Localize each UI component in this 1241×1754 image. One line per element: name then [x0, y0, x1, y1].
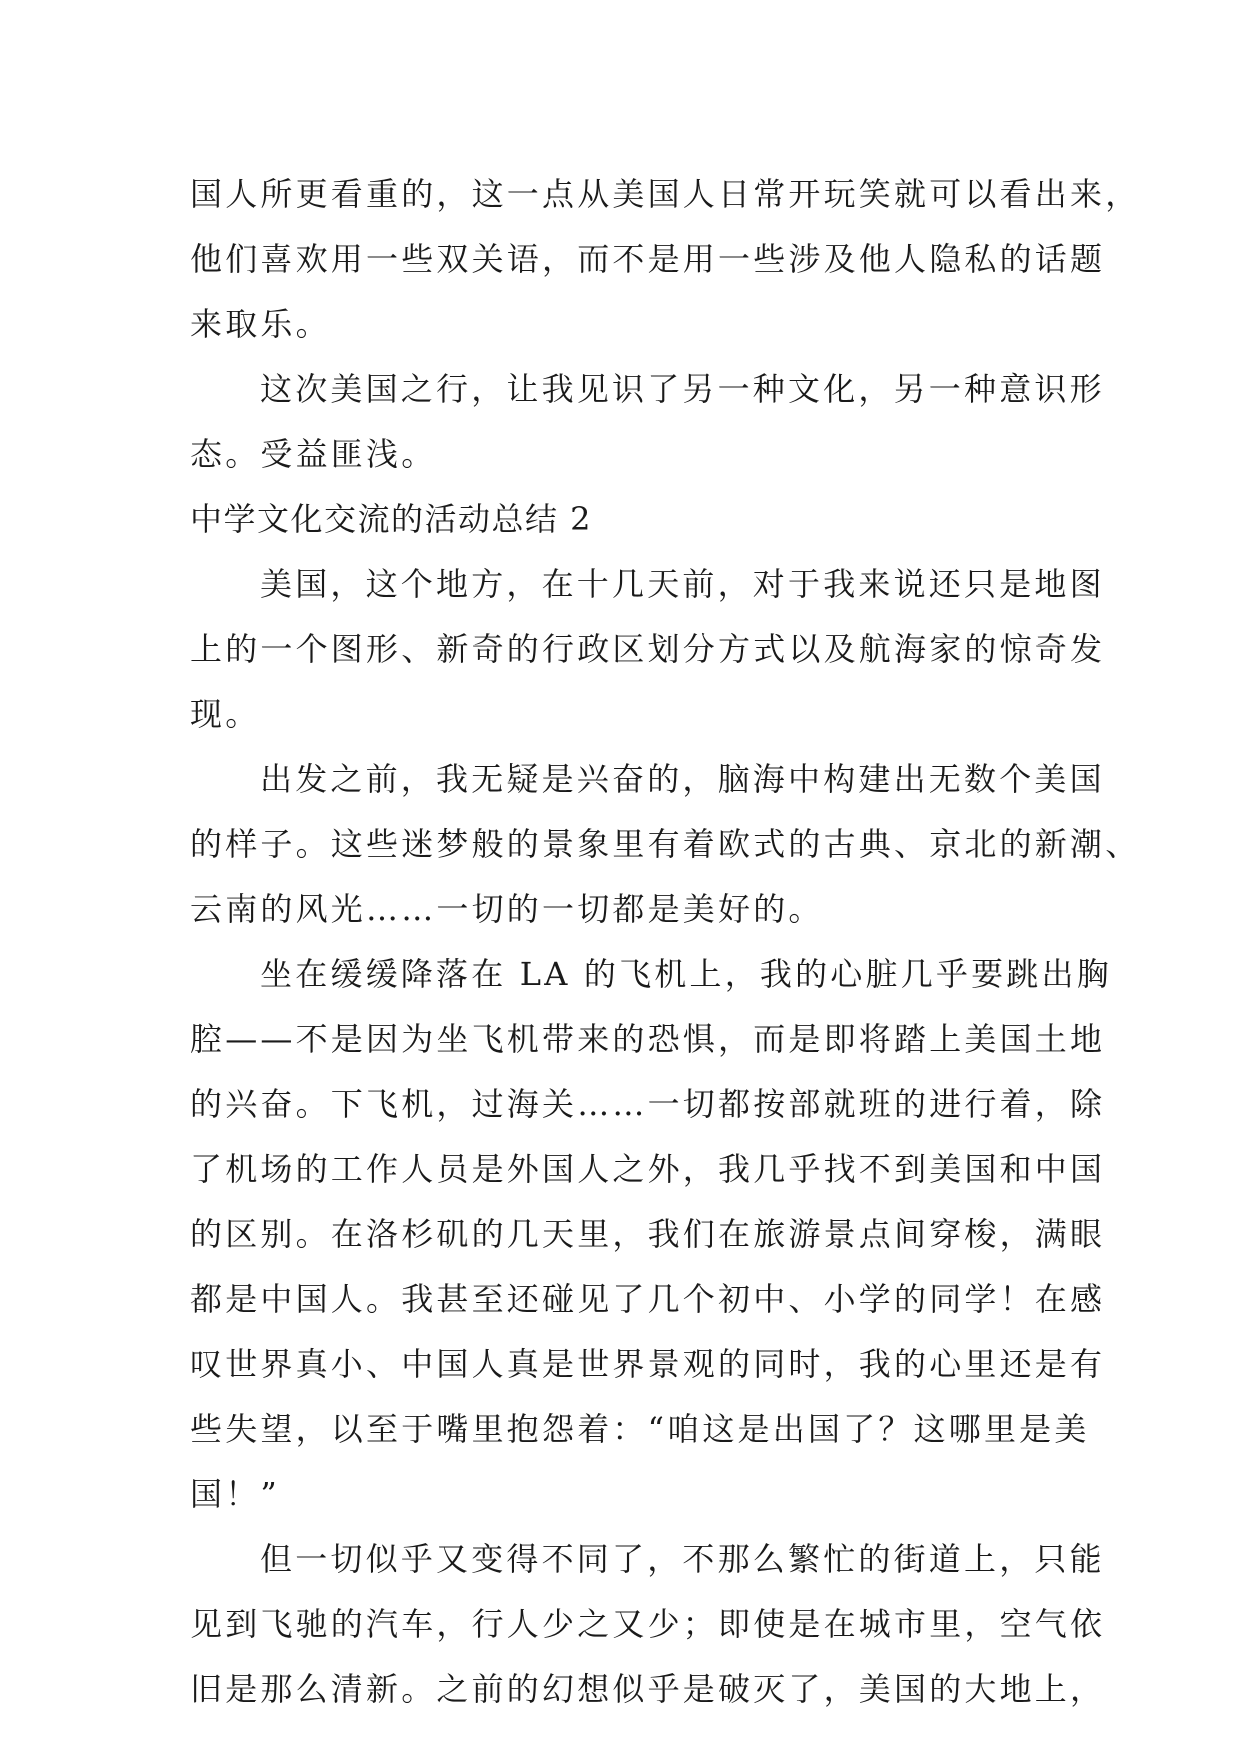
text-line: 腔——不是因为坐飞机带来的恐惧，而是即将踏上美国土地 [190, 1020, 1106, 1058]
text-line: 美国，这个地方，在十几天前，对于我来说还只是地图 [260, 565, 1105, 603]
text-line: 来取乐。 [190, 305, 331, 343]
text-line: 坐在缓缓降落在 LA 的飞机上，我的心脏几乎要跳出胸 [260, 955, 1112, 993]
text-line: 他们喜欢用一些双关语，而不是用一些涉及他人隐私的话题 [190, 240, 1106, 278]
text-line: 这次美国之行，让我见识了另一种文化，另一种意识形 [260, 370, 1105, 408]
text-line: 国！” [190, 1475, 280, 1513]
text-line: 旧是那么清新。之前的幻想似乎是破灭了，美国的大地上， [190, 1670, 1106, 1708]
text-line: 但一切似乎又变得不同了，不那么繁忙的街道上，只能 [260, 1540, 1105, 1578]
section-heading: 中学文化交流的活动总结 2 [190, 500, 593, 538]
text-line: 见到飞驰的汽车，行人少之又少；即使是在城市里，空气依 [190, 1605, 1106, 1643]
text-line: 云南的风光……一切的一切都是美好的。 [190, 890, 824, 928]
text-line: 的区别。在洛杉矶的几天里，我们在旅游景点间穿梭，满眼 [190, 1215, 1106, 1253]
text-line: 现。 [190, 695, 261, 733]
text-line: 国人所更看重的，这一点从美国人日常开玩笑就可以看出来， [190, 175, 1141, 213]
text-line: 叹世界真小、中国人真是世界景观的同时，我的心里还是有 [190, 1345, 1106, 1383]
text-line: 些失望，以至于嘴里抱怨着：“咱这是出国了？这哪里是美 [190, 1410, 1090, 1448]
document-body [190, 162, 1141, 1722]
text-line: 了机场的工作人员是外国人之外，我几乎找不到美国和中国 [190, 1150, 1106, 1188]
text-line: 的样子。这些迷梦般的景象里有着欧式的古典、京北的新潮、 [190, 825, 1141, 863]
text-line: 出发之前，我无疑是兴奋的，脑海中构建出无数个美国 [260, 760, 1105, 798]
text-line: 的兴奋。下飞机，过海关……一切都按部就班的进行着，除 [190, 1085, 1106, 1123]
text-line: 态。受益匪浅。 [190, 435, 437, 473]
text-line: 上的一个图形、新奇的行政区划分方式以及航海家的惊奇发 [190, 630, 1106, 668]
text-line: 都是中国人。我甚至还碰见了几个初中、小学的同学！在感 [190, 1280, 1106, 1318]
